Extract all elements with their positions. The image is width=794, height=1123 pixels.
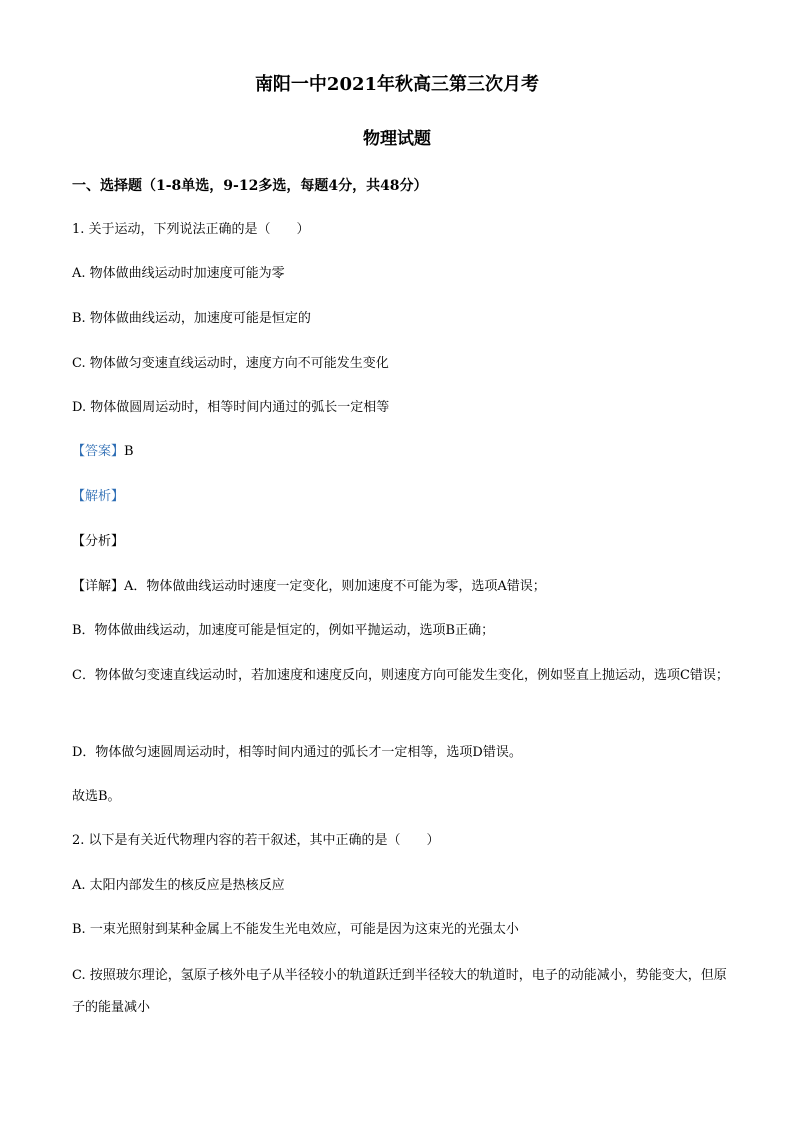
detail-line-a bbox=[72, 579, 732, 595]
analysis-label: 【解析】 bbox=[72, 489, 125, 504]
exam-title: 南阳一中2021年秋高三第三次月考 bbox=[254, 74, 540, 95]
question-2-option-c: C. 按照玻尔理论，氢原子核外电子从半径较小的轨道跃迁到半径较大的轨道时，电子的动能减小，势能变大，但原子的能量减小 bbox=[72, 968, 727, 1015]
section-heading: 一、选择题（1-8单选，9-12多选，每题4分，共48分） bbox=[72, 178, 428, 194]
question-1-stem: 1. 关于运动，下列说法正确的是（ ） bbox=[72, 222, 310, 237]
fenxi-label: 【分析】 bbox=[72, 534, 125, 549]
detail-label: 【详解】 bbox=[72, 579, 125, 594]
detail-line-c: C．物体做匀变速直线运动时，若加速度和速度反向，则速度方向可能发生变化，例如竖直上抛运动，选项C错误； bbox=[72, 668, 729, 683]
detail-line-b: B．物体做曲线运动，加速度可能是恒定的，例如平抛运动，选项B正确； bbox=[72, 623, 495, 638]
answer-value: B bbox=[124, 444, 134, 459]
question-1-option-d: D. 物体做圆周运动时，相等时间内通过的弧长一定相等 bbox=[72, 400, 390, 415]
question-1-option-c: C. 物体做匀变速直线运动时，速度方向不可能发生变化 bbox=[72, 356, 389, 371]
question-2-option-a: A. 太阳内部发生的核反应是热核反应 bbox=[72, 878, 285, 893]
detail-text-a: A．物体做曲线运动时速度一定变化，则加速度不可能为零，选项A错误； bbox=[124, 579, 546, 594]
conclusion: 故选B。 bbox=[72, 789, 121, 804]
question-1-option-a: A. 物体做曲线运动时加速度可能为零 bbox=[72, 266, 285, 281]
detail-line-d: D．物体做匀速圆周运动时，相等时间内通过的弧长才一定相等，选项D错误。 bbox=[72, 745, 522, 760]
question-1-option-b: B. 物体做曲线运动，加速度可能是恒定的 bbox=[72, 311, 311, 326]
question-2-stem: 2. 以下是有关近代物理内容的若干叙述，其中正确的是（ ） bbox=[72, 833, 440, 848]
answer-row bbox=[72, 444, 732, 460]
exam-subject: 物理试题 bbox=[363, 129, 431, 149]
question-2-option-b: B. 一束光照射到某种金属上不能发生光电效应，可能是因为这束光的光强太小 bbox=[72, 922, 519, 937]
answer-label: 【答案】 bbox=[72, 444, 125, 459]
